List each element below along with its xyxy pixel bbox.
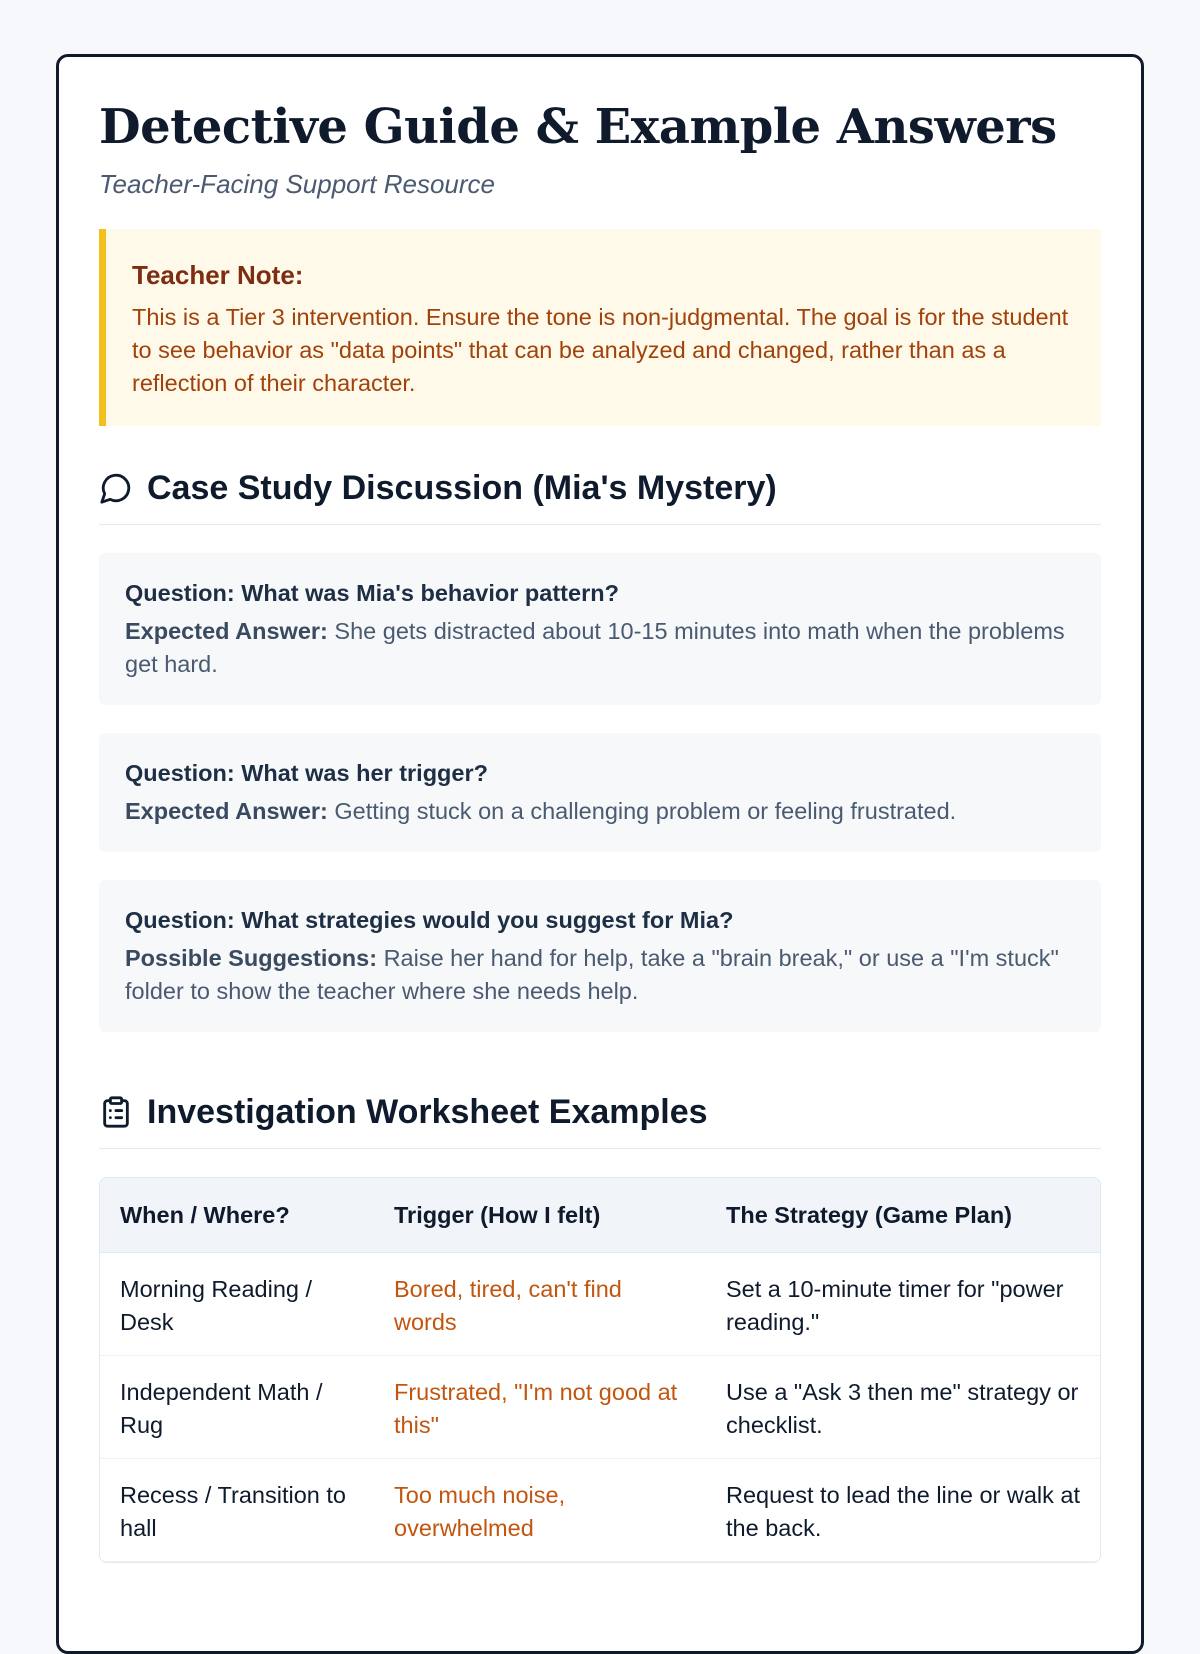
worksheet-table xyxy=(99,1177,1101,1563)
worksheet-section-header xyxy=(99,1090,1101,1149)
cell-when: Independent Math / Rug xyxy=(100,1356,374,1459)
column-header-strategy: The Strategy (Game Plan) xyxy=(706,1178,1100,1253)
case-study-heading: Case Study Discussion (Mia's Mystery) xyxy=(147,469,777,507)
teacher-note-heading: Teacher Note: xyxy=(132,260,304,290)
qa-answer-label: Expected Answer: xyxy=(125,618,328,644)
qa-card xyxy=(99,880,1101,1032)
cell-when: Morning Reading / Desk xyxy=(100,1253,374,1356)
qa-question: Question: What strategies would you suggest for Mia? xyxy=(125,907,734,933)
page-subtitle: Teacher-Facing Support Resource xyxy=(99,169,496,199)
cell-strategy: Use a "Ask 3 then me" strategy or checklist. xyxy=(706,1356,1100,1459)
qa-answer xyxy=(125,795,1075,828)
column-header-when: When / Where? xyxy=(100,1178,374,1253)
cell-strategy: Set a 10-minute timer for "power reading." xyxy=(706,1253,1100,1356)
clipboard-icon xyxy=(99,1095,133,1129)
page-title: Detective Guide & Example Answers xyxy=(99,99,1057,155)
cell-strategy: Request to lead the line or walk at the back. xyxy=(706,1459,1100,1562)
table-row xyxy=(100,1459,1100,1562)
worksheet-heading: Investigation Worksheet Examples xyxy=(147,1093,708,1131)
qa-question: Question: What was her trigger? xyxy=(125,760,488,786)
qa-answer-label: Possible Suggestions: xyxy=(125,945,378,971)
cell-trigger: Frustrated, "I'm not good at this" xyxy=(374,1356,706,1459)
table-header-row xyxy=(100,1178,1100,1253)
qa-card xyxy=(99,553,1101,705)
qa-answer xyxy=(125,615,1075,681)
column-header-trigger: Trigger (How I felt) xyxy=(374,1178,706,1253)
qa-question: Question: What was Mia's behavior pattern? xyxy=(125,580,619,606)
qa-card xyxy=(99,733,1101,852)
cell-when: Recess / Transition to hall xyxy=(100,1459,374,1562)
cell-trigger: Bored, tired, can't find words xyxy=(374,1253,706,1356)
qa-answer-text: She gets distracted about 10-15 minutes into math when the problems get hard. xyxy=(125,618,1065,677)
cell-trigger: Too much noise, overwhelmed xyxy=(374,1459,706,1562)
qa-answer-label: Expected Answer: xyxy=(125,798,328,824)
table-row xyxy=(100,1356,1100,1459)
qa-answer xyxy=(125,942,1075,1008)
qa-answer-text: Getting stuck on a challenging problem or feeling frustrated. xyxy=(334,798,957,824)
qa-answer-text: Raise her hand for help, take a "brain break," or use a "I'm stuck" folder to show the teacher where she needs help. xyxy=(125,945,1059,1004)
case-study-section-header xyxy=(99,466,1101,525)
table-row xyxy=(100,1253,1100,1356)
teacher-note-body: This is a Tier 3 intervention. Ensure the tone is non-judgmental. The goal is for the student to see behavior as "data points" that can be analyzed and changed, rather than as a reflection of their character. xyxy=(132,304,1069,396)
teacher-note xyxy=(99,229,1101,426)
speech-bubble-icon xyxy=(99,471,133,505)
guide-card xyxy=(56,54,1144,1654)
